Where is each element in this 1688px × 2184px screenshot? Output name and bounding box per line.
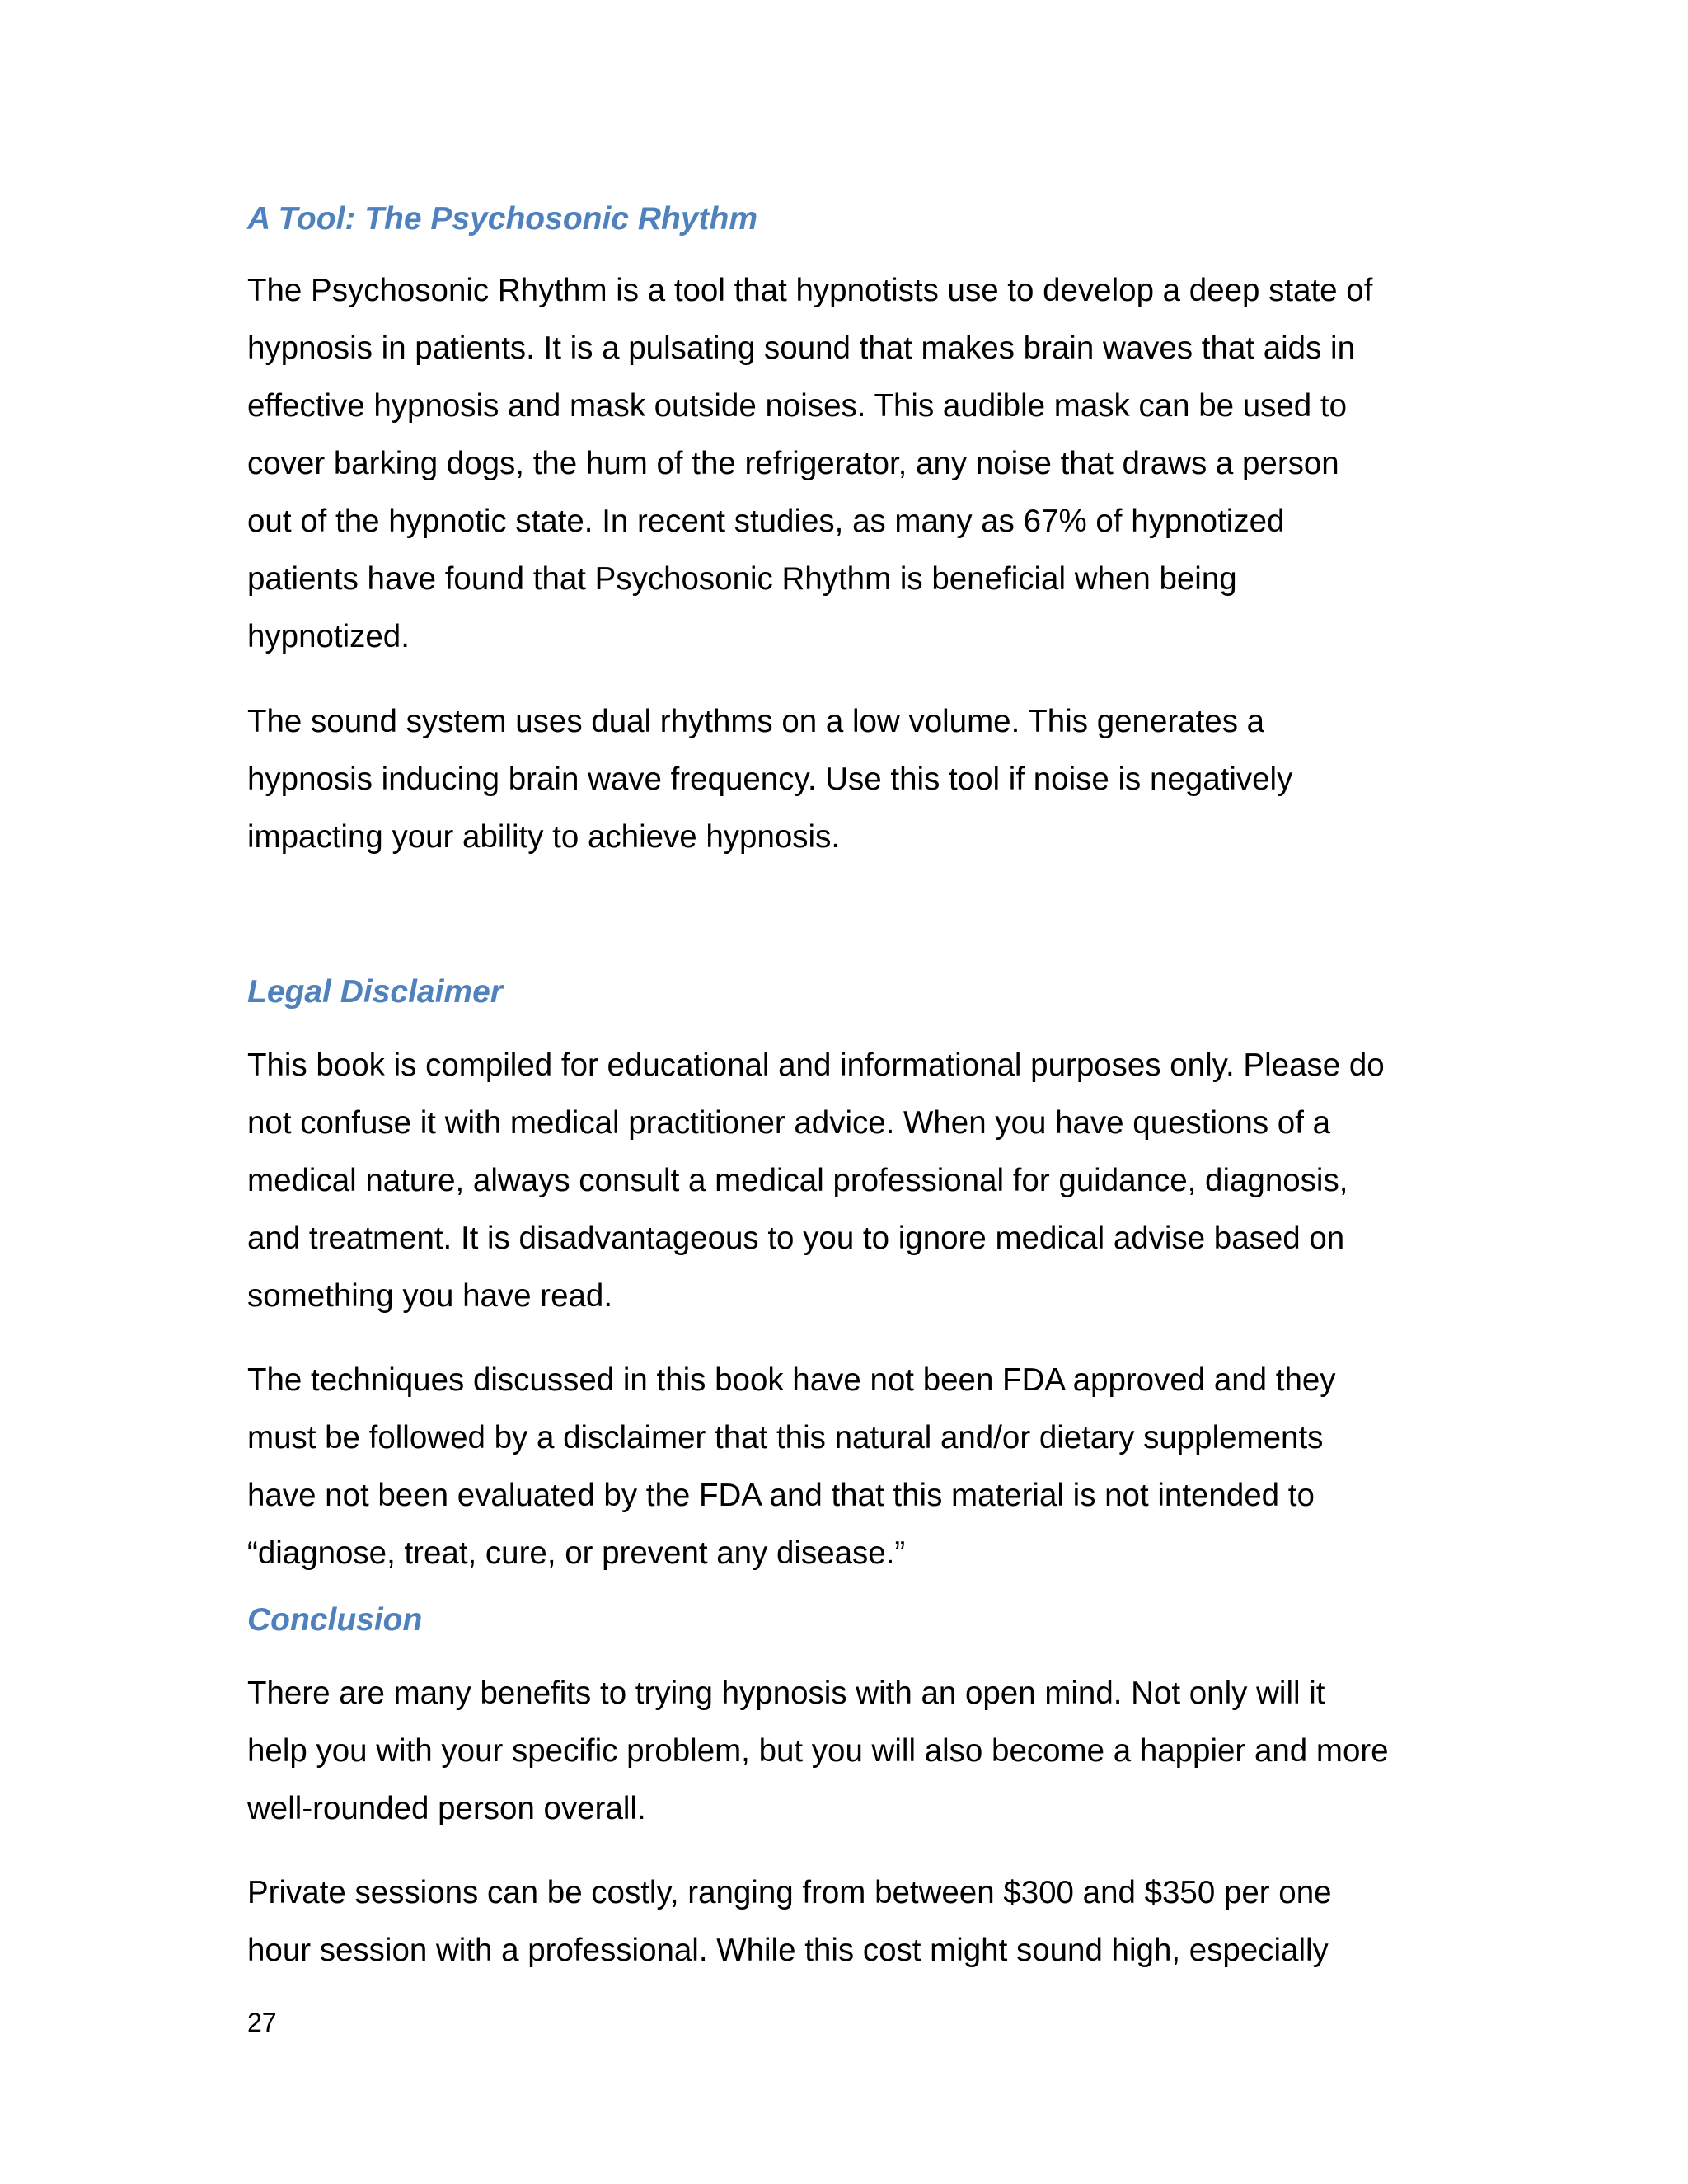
text-line: hypnosis in patients. It is a pulsating sound that makes brain waves that aids in [247,330,1355,366]
text-line: out of the hypnotic state. In recent studies, as many as 67% of hypnotized [247,504,1285,539]
text-line: well-rounded person overall. [247,1791,646,1826]
text-line: “diagnose, treat, cure, or prevent any disease.” [247,1535,906,1571]
paragraph [247,1665,1467,1838]
paragraph [247,262,1467,666]
text-line: hour session with a professional. While this cost might sound high, especially [247,1933,1329,1968]
text-line: must be followed by a disclaimer that this natural and/or dietary supplements [247,1420,1324,1455]
text-line: cover barking dogs, the hum of the refrigerator, any noise that draws a person [247,446,1339,481]
paragraph [247,1037,1467,1325]
text-line: and treatment. It is disadvantageous to you to ignore medical advise based on [247,1221,1345,1256]
section-heading-conclusion: Conclusion [247,1602,423,1638]
text-line: hypnotized. [247,619,410,654]
text-line: impacting your ability to achieve hypnosis. [247,819,841,855]
section-heading-psychosonic-rhythm: A Tool: The Psychosonic Rhythm [247,201,757,237]
text-line: not confuse it with medical practitioner advice. When you have questions of a [247,1105,1331,1141]
text-line: hypnosis inducing brain wave frequency. Use this tool if noise is negatively [247,762,1293,797]
text-line: This book is compiled for educational and informational purposes only. Please do [247,1047,1385,1083]
text-line: The sound system uses dual rhythms on a low volume. This generates a [247,704,1265,739]
text-line: medical nature, always consult a medical professional for guidance, diagnosis, [247,1163,1348,1198]
paragraph [247,1352,1467,1582]
paragraph [247,693,1467,866]
text-line: have not been evaluated by the FDA and that this material is not intended to [247,1478,1315,1513]
section-heading-legal-disclaimer: Legal Disclaimer [247,974,503,1010]
text-line: help you with your specific problem, but you will also become a happier and more [247,1733,1389,1769]
text-line: Private sessions can be costly, ranging from between $300 and $350 per one [247,1875,1332,1910]
text-line: The techniques discussed in this book have not been FDA approved and they [247,1362,1336,1398]
paragraph [247,1864,1467,1980]
page-number: 27 [247,2008,277,2037]
text-line: patients have found that Psychosonic Rhythm is beneficial when being [247,561,1237,597]
text-line: There are many benefits to trying hypnosis with an open mind. Not only will it [247,1675,1325,1711]
text-line: effective hypnosis and mask outside noises. This audible mask can be used to [247,388,1348,424]
text-line: The Psychosonic Rhythm is a tool that hypnotists use to develop a deep state of [247,273,1373,308]
text-line: something you have read. [247,1278,613,1314]
